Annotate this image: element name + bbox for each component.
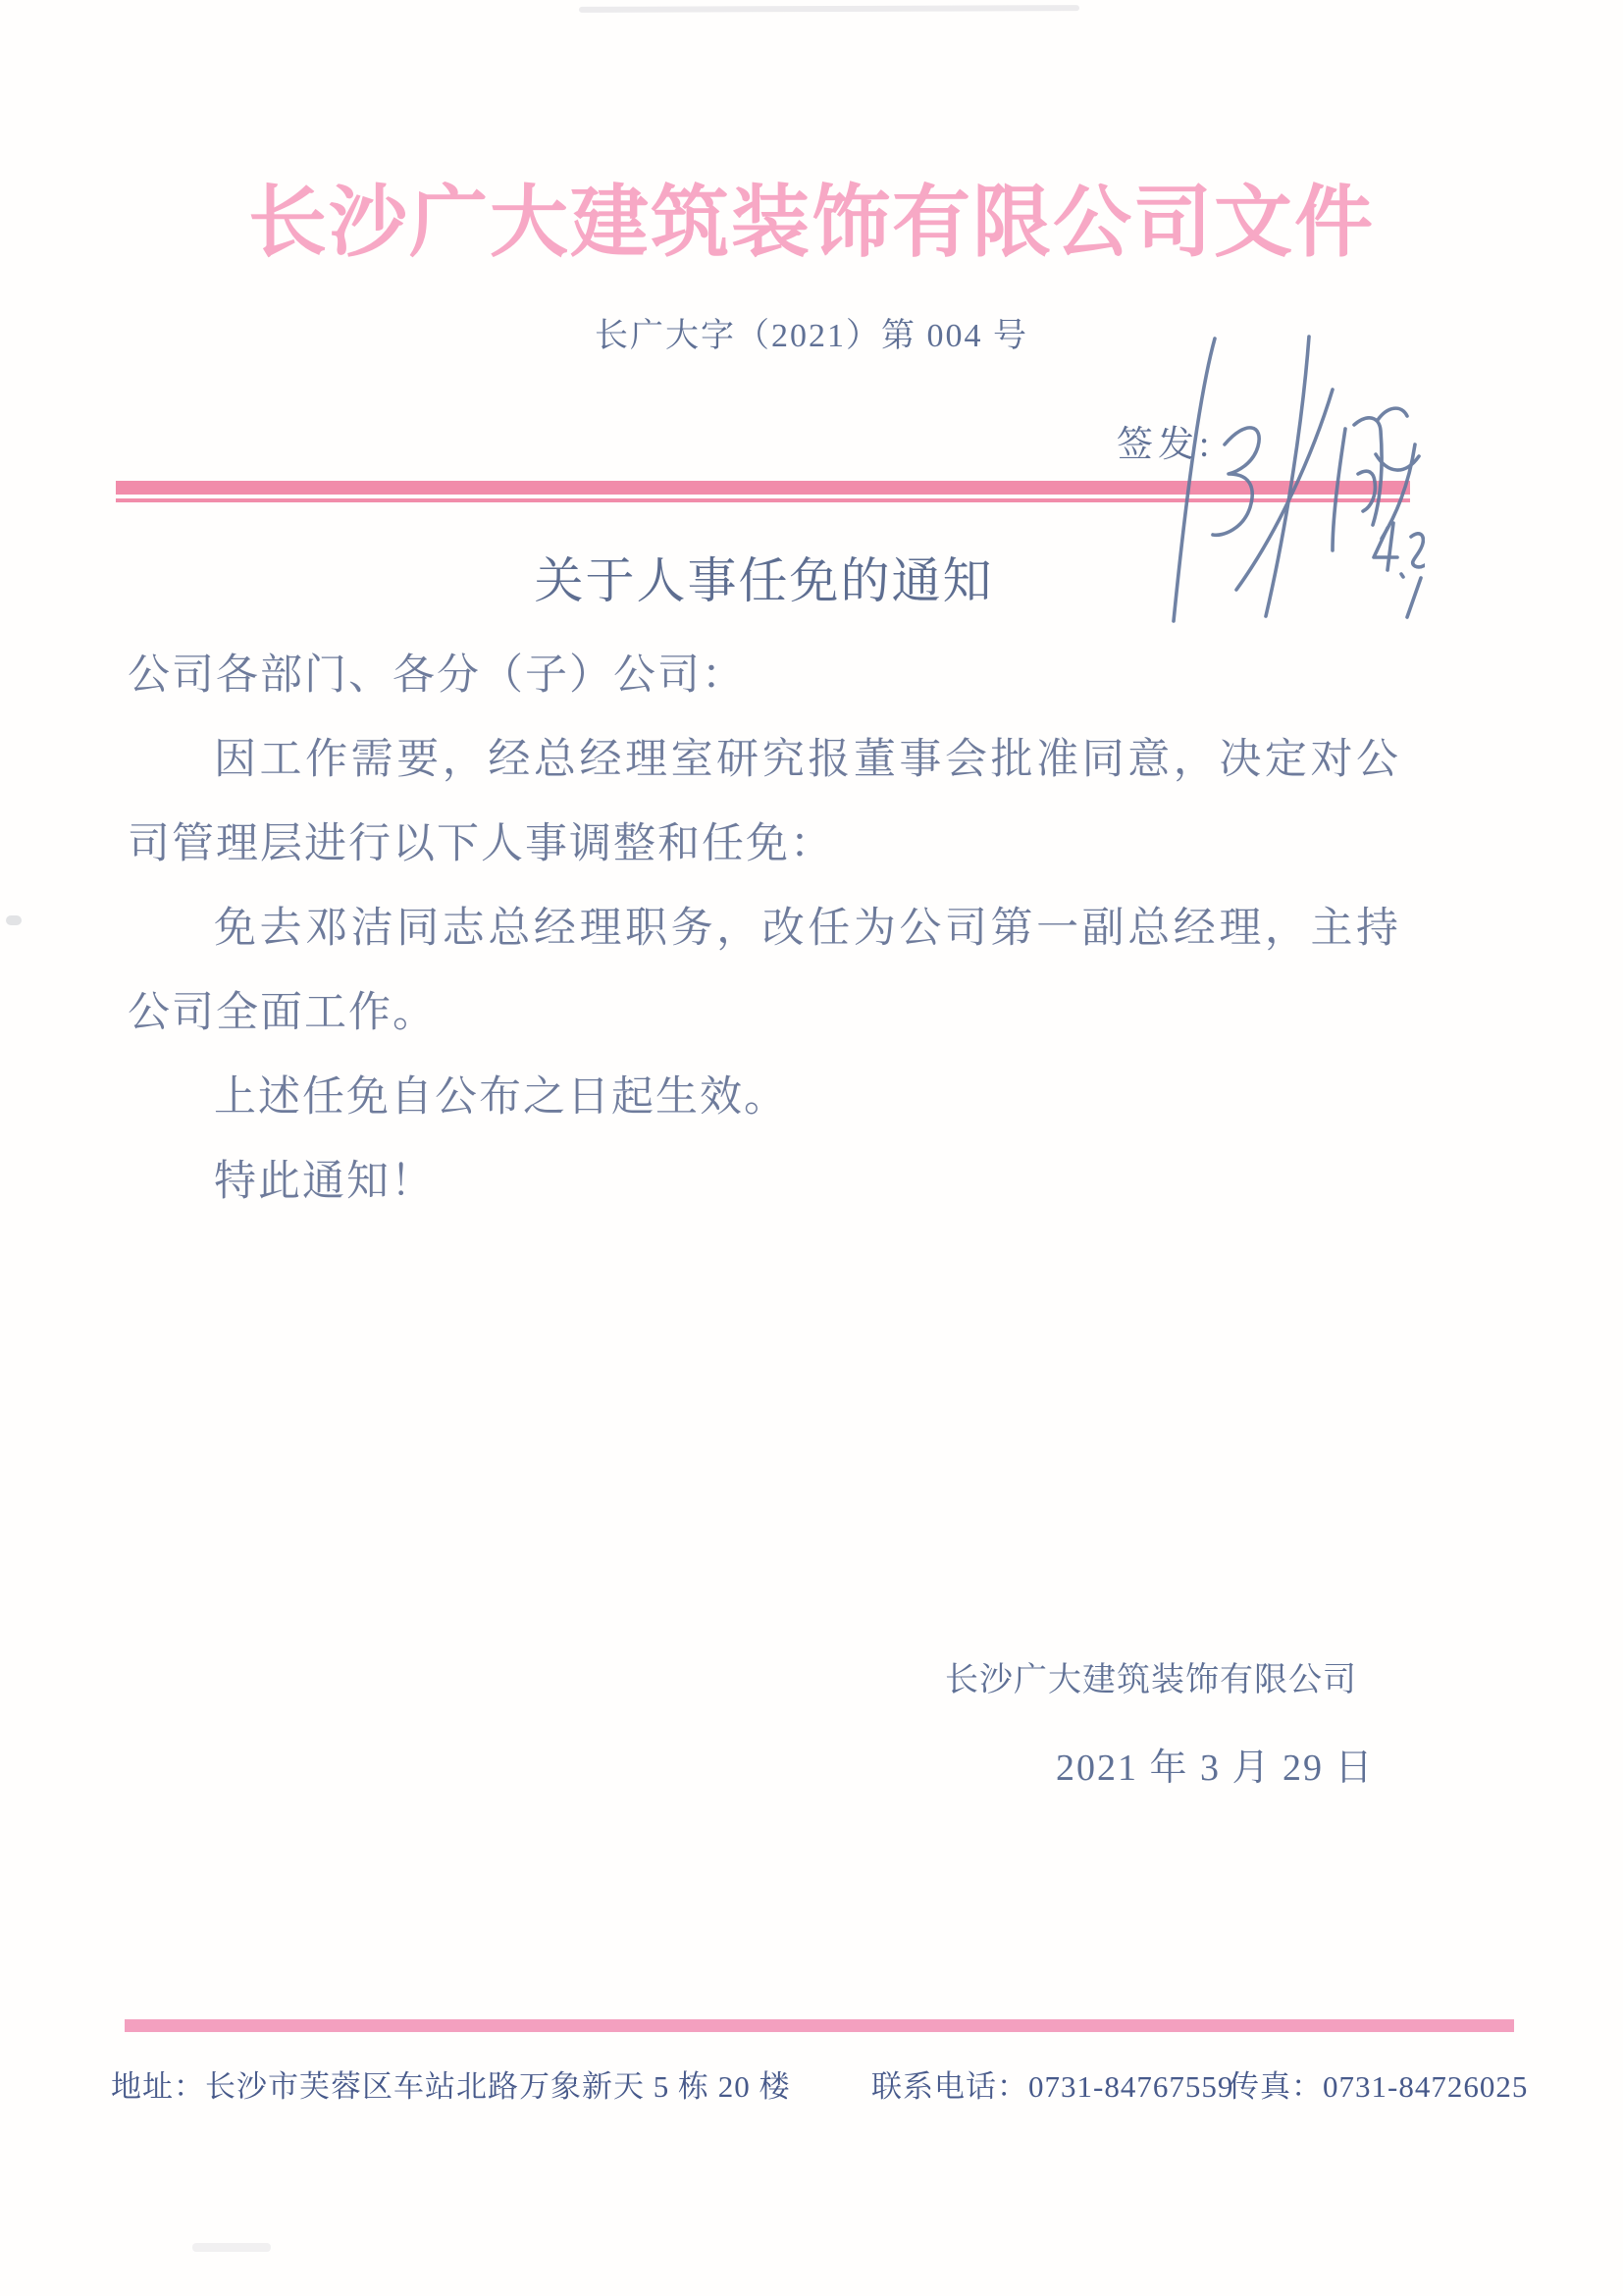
- handwritten-signature: [1130, 327, 1425, 631]
- letterhead-title: 长沙广大建筑装饰有限公司文件: [248, 181, 1375, 267]
- paragraph-line: 司管理层进行以下人事调整和任免：: [128, 821, 834, 867]
- notice-title: 关于人事任免的通知: [534, 553, 994, 608]
- paragraph-line: 因工作需要，经总经理室研究报董事会批准同意，决定对公: [214, 737, 1400, 783]
- salutation-line: 公司各部门、各分（子）公司：: [128, 652, 746, 699]
- signoff-company-name: 长沙广大建筑装饰有限公司: [945, 1662, 1357, 1698]
- scan-artifact: [579, 5, 1079, 13]
- paragraph-line: 免去邓洁同志总经理职务，改任为公司第一副总经理，主持: [214, 906, 1400, 952]
- paragraph-line: 上述任免自公布之日起生效。: [214, 1074, 788, 1121]
- notice-body: [128, 634, 1400, 1225]
- document-number: 长广大字（2021）第 004 号: [595, 318, 1028, 354]
- footer-phone: 联系电话：0731-84767559: [871, 2069, 1234, 2104]
- footer-rule: [125, 2019, 1514, 2032]
- closing-line: 特此通知！: [214, 1159, 435, 1205]
- footer-fax: 传真：0731-84726025: [1229, 2069, 1529, 2104]
- scan-artifact: [6, 915, 22, 925]
- scan-artifact: [192, 2243, 271, 2252]
- signoff-date: 2021 年 3 月 29 日: [1056, 1748, 1375, 1789]
- paragraph-line: 公司全面工作。: [128, 990, 437, 1036]
- footer-address: 地址：长沙市芙蓉区车站北路万象新天 5 栋 20 楼: [111, 2069, 791, 2104]
- issuer-label: 签发:: [1117, 425, 1215, 465]
